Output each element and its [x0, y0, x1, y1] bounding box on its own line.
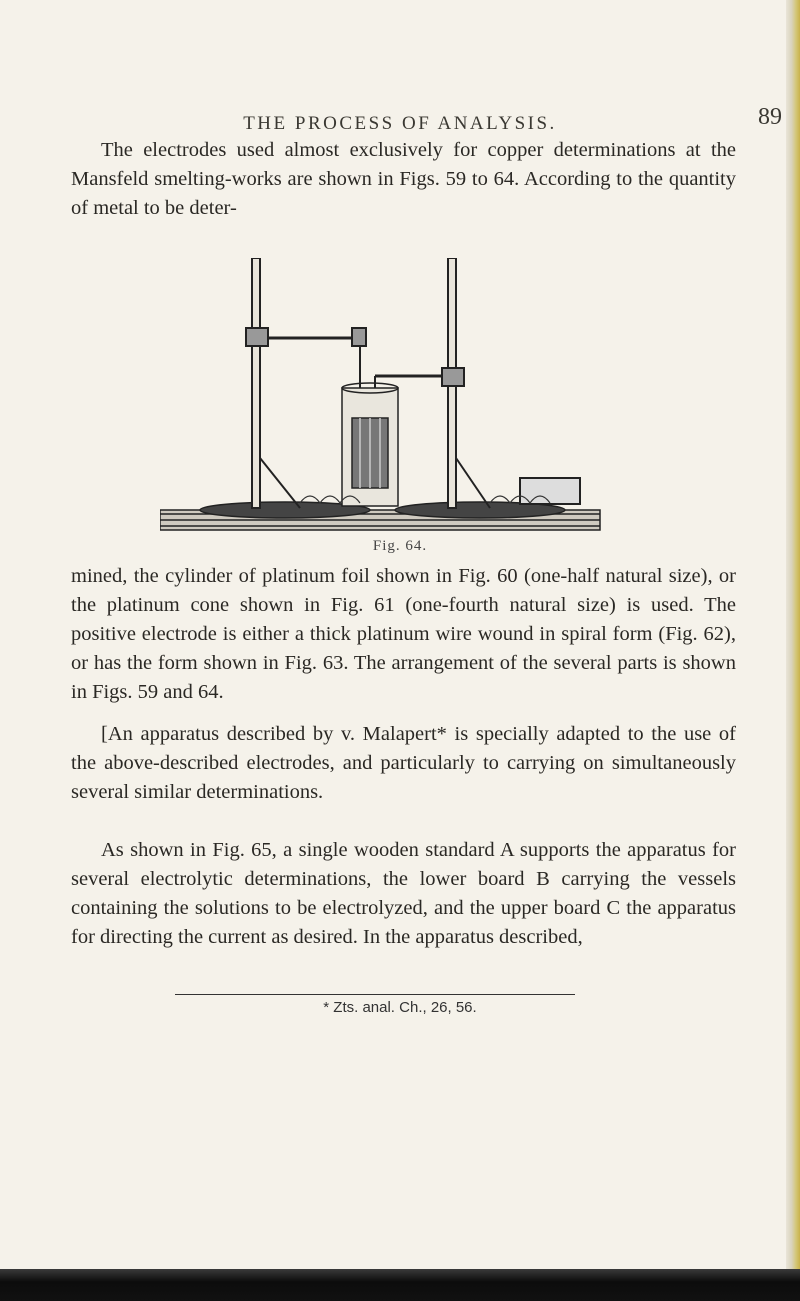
electrolysis-apparatus-illustration — [160, 258, 610, 536]
paragraph-malapert — [71, 720, 736, 807]
paragraph-malapert-text: [An apparatus described by v. Malapert* is specially adapted to the use of the above-described electrodes, and particularly to carrying on simultaneously several similar determinations. — [71, 723, 736, 803]
beaker — [342, 383, 398, 506]
page-number: 89 — [758, 104, 782, 130]
paragraph-electrodes: mined, the cylinder of platinum foil shown in Fig. 60 (one-half natural size), or the platinum cone shown in Fig. 61 (one-fourth natural size) is used. The positive electrode is either a thick platinum wire wound in spiral form (Fig. 62), or has the form shown in Fig. 63. The arrangement of the several parts is shown in Figs. 59 and 64. — [71, 565, 736, 703]
paragraph-intro-text: The electrodes used almost exclusively for copper determinations at the Mansfeld smelting-works are shown in Figs. 59 to 64. According to the quantity of metal to be deter- — [71, 139, 736, 219]
right-stand — [375, 258, 580, 508]
footnote: * Zts. anal. Ch., 26, 56. — [323, 999, 477, 1016]
footnote-rule — [175, 994, 575, 995]
paragraph-intro — [71, 136, 736, 223]
paragraph-fig65 — [71, 836, 736, 952]
page-edge-right — [786, 0, 800, 1270]
figure-caption: Fig. 64. — [372, 538, 428, 554]
page-edge-bottom — [0, 1269, 800, 1301]
paragraph-fig65-text: As shown in Fig. 65, a single wooden standard A supports the apparatus for several electrolytic determinations, the lower board B carrying the vessels containing the solutions to be electrolyzed, and the upper board C the apparatus for directing the current as desired. In the apparatus described, — [71, 839, 736, 948]
running-head: THE PROCESS OF ANALYSIS. — [243, 113, 557, 134]
